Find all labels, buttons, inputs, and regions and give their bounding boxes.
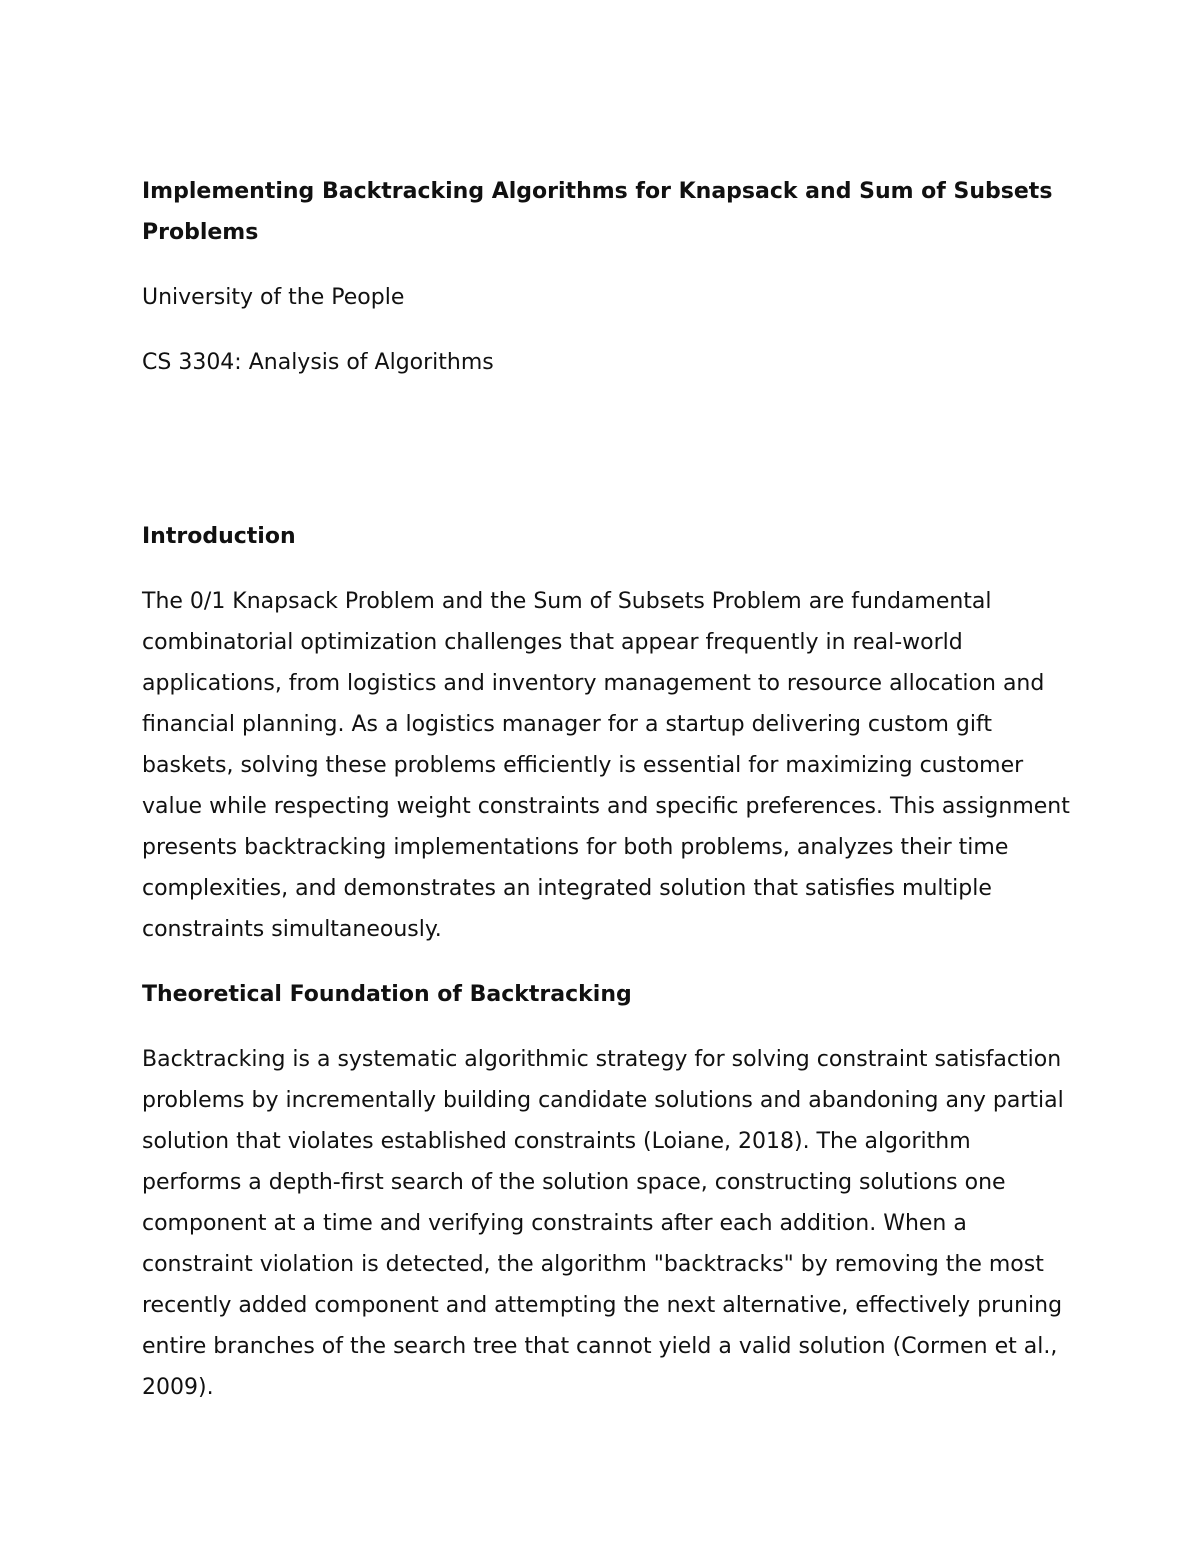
- institution-name: University of the People: [142, 285, 405, 310]
- document-content: [142, 171, 1072, 1408]
- section-heading-introduction: Introduction: [142, 524, 296, 549]
- section-body-theoretical-foundation: Backtracking is a systematic algorithmic strategy for solving constraint satisfaction problems by incrementally building candidate solutions and abandoning any partial solution that violates established constraints (Loiane, 2018). The algorithm performs a depth-first search of the solution space, constructing solutions one component at a time and verifying constraints after each addition. When a constraint violation is detected, the algorithm "backtracks" by removing the most recently added component and attempting the next alternative, effectively pruning entire branches of the search tree that cannot yield a valid solution (Cormen et al., 2009).: [142, 1047, 1064, 1400]
- section-heading-theoretical-foundation: Theoretical Foundation of Backtracking: [142, 982, 632, 1007]
- document-title: Implementing Backtracking Algorithms for Knapsack and Sum of Subsets Problems: [142, 179, 1053, 245]
- course-name: CS 3304: Analysis of Algorithms: [142, 350, 494, 375]
- section-body-introduction: The 0/1 Knapsack Problem and the Sum of Subsets Problem are fundamental combinatorial optimization challenges that appear frequently in real-world applications, from logistics and inventory management to resource allocation and financial planning. As a logistics manager for a startup delivering custom gift baskets, solving these problems efficiently is essential for maximizing customer value while respecting weight constraints and specific preferences. This assignment presents backtracking implementations for both problems, analyzes their time complexities, and demonstrates an integrated solution that satisfies multiple constraints simultaneously.: [142, 589, 1070, 942]
